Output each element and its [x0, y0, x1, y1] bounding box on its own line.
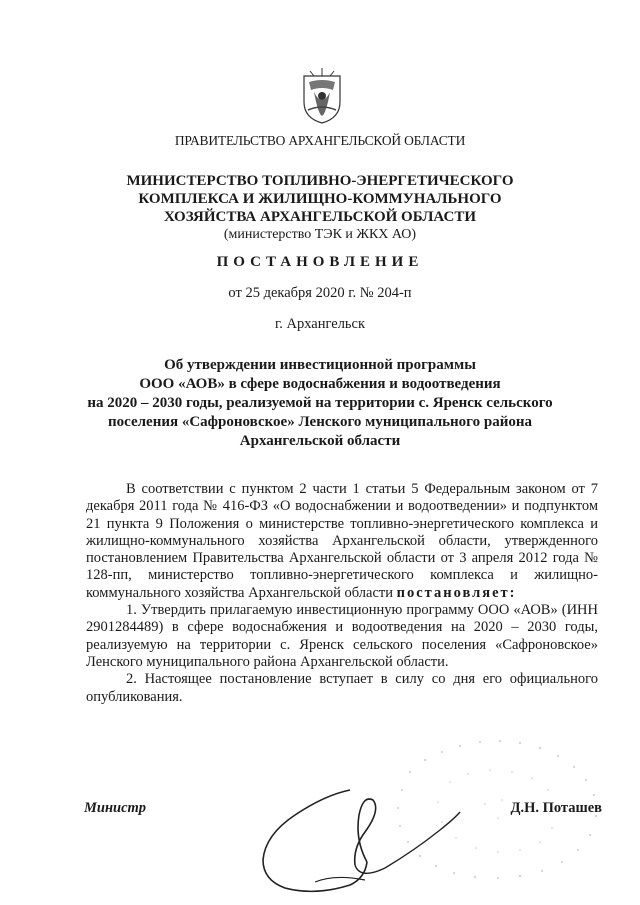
- document-type: ПОСТАНОВЛЕНИЕ: [216, 254, 424, 270]
- government-name: ПРАВИТЕЛЬСТВО АРХАНГЕЛЬСКОЙ ОБЛАСТИ: [174, 133, 466, 148]
- title-line-1: Об утверждении инвестиционной программы: [164, 357, 476, 373]
- document-date-number: от 25 декабря 2020 г. № 204-п: [228, 285, 412, 301]
- decree-word: постановляет:: [396, 584, 517, 601]
- preamble-paragraph: [86, 481, 598, 602]
- signatory-name: Д.Н. Поташев: [510, 800, 602, 816]
- document-body: [86, 481, 598, 706]
- ministry-abbreviation: (министерство ТЭК и ЖКХ АО): [223, 227, 417, 242]
- title-line-4: поселения «Сафроновское» Ленского муниципального района: [107, 414, 532, 430]
- signatory-position: Министр: [84, 800, 147, 816]
- document-title: [0, 356, 640, 451]
- ministry-line-2: КОМПЛЕКСА И ЖИЛИЩНО-КОММУНАЛЬНОГО: [138, 191, 502, 207]
- ministry-line-3: ХОЗЯЙСТВА АРХАНГЕЛЬСКОЙ ОБЛАСТИ: [163, 209, 477, 225]
- ministry-name: [0, 172, 640, 244]
- item-1-paragraph: 1. Утвердить прилагаемую инвестиционную программу ООО «АОВ» (ИНН 2901284489) в сфере водоснабжения и водоотведения на 2020 – 2030 годы, реализуемую на территории с. Яренск сельского поселения «Сафроновское» Ленского муниципального района Архангельской области.: [86, 602, 598, 670]
- coat-of-arms-emblem: [300, 68, 344, 124]
- item-2-paragraph: 2. Настоящее постановление вступает в силу со дня его официального опубликования.: [86, 671, 598, 705]
- title-line-5: Архангельской области: [239, 433, 401, 449]
- title-line-3: на 2020 – 2030 годы, реализуемой на территории с. Яренск сельского: [87, 395, 553, 411]
- document-city: г. Архангельск: [274, 316, 366, 332]
- preamble-text: В соответствии с пунктом 2 части 1 статьи 5 Федеральным законом от 7 декабря 2011 года № 416-ФЗ «О водоснабжении и водоотведении» и подпунктом 21 пункта 9 Положения о министерстве топливно-энергетического комплекса и жилищно-коммунального хозяйства Архангельской области, утвержденного постановлением Правительства Архангельской области от 3 апреля 2012 года № 128-пп, министерство топливно-энергетического комплекса и жилищно-коммунального хозяйства Архангельской области: [86, 481, 598, 601]
- ministry-line-1: МИНИСТЕРСТВО ТОПЛИВНО-ЭНЕРГЕТИЧЕСКОГО: [126, 173, 514, 189]
- title-line-2: ООО «АОВ» в сфере водоснабжения и водоотведения: [139, 376, 501, 392]
- handwritten-signature: [255, 770, 465, 905]
